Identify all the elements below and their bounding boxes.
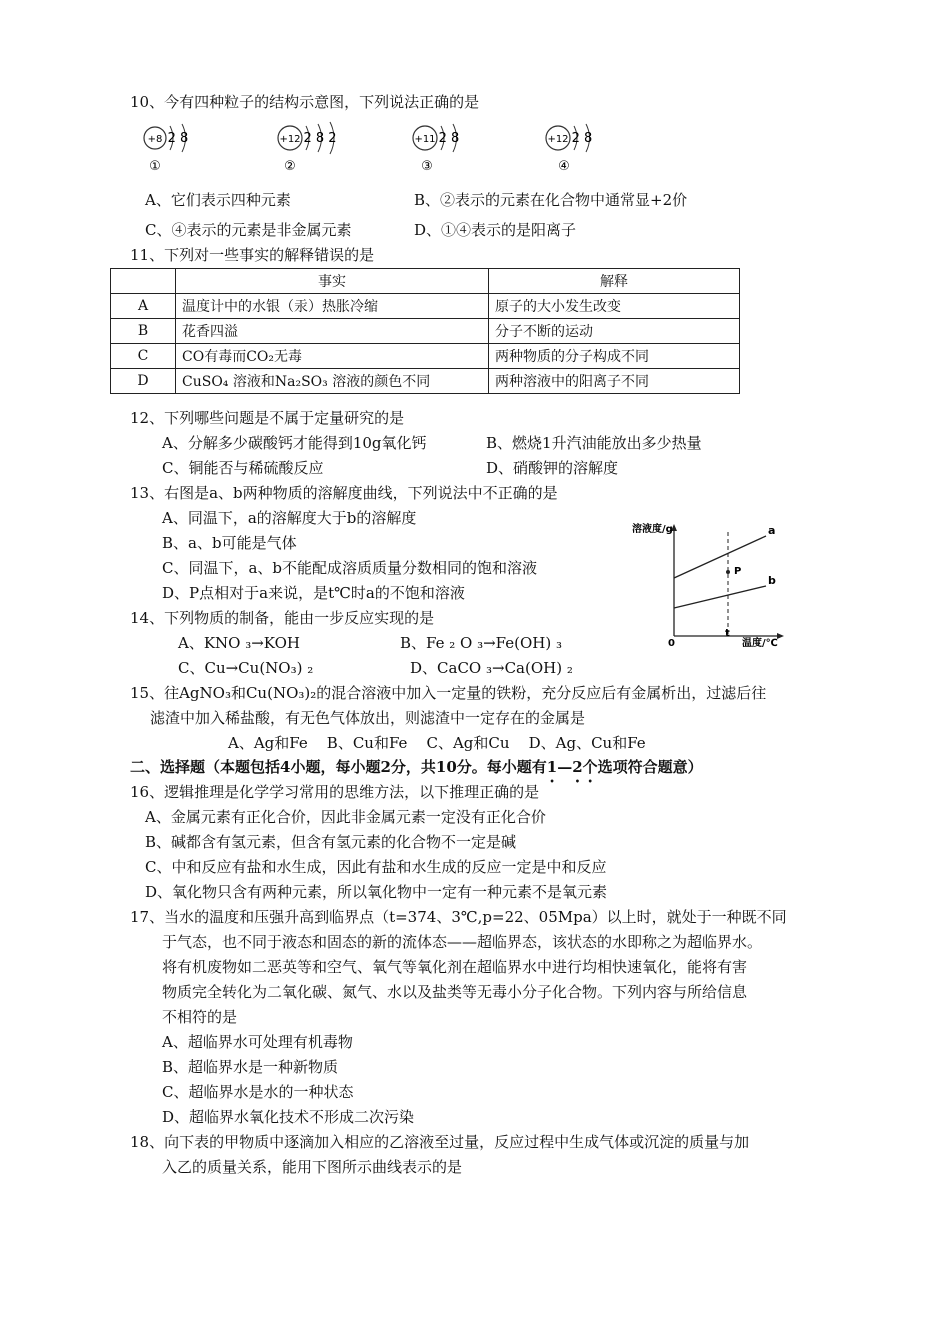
q12-option-a: A、分解多少碳酸钙才能得到10g氧化钙	[162, 434, 427, 452]
q17-line4: 物质完全转化为二氧化碳、氮气、水以及盐类等无毒小分子化合物。下列内容与所给信息	[162, 983, 748, 1001]
q17-option-a: A、超临界水可处理有机毒物	[162, 1033, 353, 1051]
point-p-label: P	[734, 566, 742, 577]
q10-option-a: A、它们表示四种元素	[145, 191, 291, 209]
q12-stem: 12、下列哪些问题是不属于定量研究的是	[130, 409, 405, 427]
q14-option-d: D、CaCO ₃→Ca(OH) ₂	[410, 659, 573, 677]
q10-option-c: C、④表示的元素是非金属元素	[145, 221, 352, 239]
table-cell: 两种物质的分子构成不同	[489, 344, 740, 369]
table-cell: 分子不断的运动	[489, 319, 740, 344]
q15-options: A、Ag和Fe B、Cu和Fe C、Ag和Cu D、Ag、Cu和Fe	[228, 734, 646, 752]
atom-3-label: ③	[421, 159, 433, 174]
q16-option-d: D、氧化物只含有两种元素，所以氧化物中一定有一种元素不是氧元素	[145, 883, 608, 901]
q13-option-d: D、P点相对于a来说，是t℃时a的不饱和溶液	[162, 584, 465, 602]
table-cell: CuSO₄ 溶液和Na₂SO₃ 溶液的颜色不同	[176, 369, 489, 394]
atom-4-shells: 2 8	[571, 131, 593, 146]
table-cell: 两种溶液中的阳离子不同	[489, 369, 740, 394]
graph-origin: 0	[668, 638, 675, 648]
q14-option-c: C、Cu→Cu(NO₃) ₂	[178, 659, 314, 677]
atom-1-shells: 2 8	[167, 131, 189, 146]
q17-line2: 于气态，也不同于液态和固态的新的流体态——超临界态，该状态的水即称之为超临界水。	[162, 933, 763, 951]
table-cell: 原子的大小发生改变	[489, 294, 740, 319]
q14-option-b: B、Fe ₂ O ₃→Fe(OH) ₃	[400, 634, 563, 652]
atom-3-nucleus: +11	[414, 134, 436, 145]
q11-stem: 11、下列对一些事实的解释错误的是	[130, 246, 375, 264]
table-header-cell: 事实	[176, 269, 489, 294]
table-cell: C	[111, 344, 176, 369]
q17-line5: 不相符的是	[162, 1008, 238, 1026]
atom-diagram-3	[405, 118, 485, 176]
graph-ylabel: 溶液度/g	[632, 524, 673, 535]
point-p	[726, 570, 730, 574]
atom-1-nucleus: +8	[147, 134, 163, 145]
q12-option-d: D、硝酸钾的溶解度	[486, 459, 619, 477]
atom-2-label: ②	[284, 159, 296, 174]
q17-option-c: C、超临界水是水的一种状态	[162, 1083, 354, 1101]
q16-option-a: A、金属元素有正化合价，因此非金属元素一定没有正化合价	[145, 808, 546, 826]
q16-option-b: B、碱都含有氢元素，但含有氢元素的化合物不一定是碱	[145, 833, 517, 851]
q16-option-c: C、中和反应有盐和水生成，因此有盐和水生成的反应一定是中和反应	[145, 858, 607, 876]
q17-option-d: D、超临界水氧化技术不形成二次污染	[162, 1108, 415, 1126]
q13-option-b: B、a、b可能是气体	[162, 534, 297, 552]
section2-head: 二、选择题（本题包括4小题，每小题2分，共10分。每小题有	[130, 758, 547, 776]
q17-line1: 17、当水的温度和压强升高到临界点（t=374、3℃,p=22、05Mpa）以上时，就处于一种既不同	[130, 908, 787, 926]
q10-option-b: B、②表示的元素在化合物中通常显+2价	[414, 191, 688, 209]
q10-option-d: D、①④表示的是阳离子	[414, 221, 577, 239]
q15-stem-line1: 15、往AgNO₃和Cu(NO₃)₂的混合溶液中加入一定量的铁粉，充分反应后有金属析出，过滤后往	[130, 684, 767, 702]
atom-diagram-4	[538, 118, 618, 176]
section2-tail: 选项符合题意）	[597, 758, 703, 776]
q17-line3: 将有机废物如二恶英等和空气、氧气等氧化剂在超临界水中进行均相快速氧化，能将有害	[162, 958, 748, 976]
graph-xlabel: 温度/℃	[742, 638, 778, 648]
table-row	[111, 319, 740, 344]
atom-3-shells: 2 8	[438, 131, 460, 146]
table-cell: 花香四溢	[176, 319, 489, 344]
table-row	[111, 344, 740, 369]
q18-line1: 18、向下表的甲物质中逐滴加入相应的乙溶液至过量，反应过程中生成气体或沉淀的质量与加	[130, 1133, 750, 1151]
table-cell: B	[111, 319, 176, 344]
q11-table	[110, 268, 740, 394]
table-header-row	[111, 269, 740, 294]
table-cell: D	[111, 369, 176, 394]
table-row	[111, 369, 740, 394]
q10-stem: 10、今有四种粒子的结构示意图，下列说法正确的是	[130, 93, 480, 111]
table-cell: CO有毒而CO₂无毒	[176, 344, 489, 369]
table-header-cell: 解释	[489, 269, 740, 294]
q12-option-c: C、铜能否与稀硫酸反应	[162, 459, 324, 477]
atom-4-nucleus: +12	[547, 134, 569, 145]
atom-diagram-1	[140, 118, 220, 176]
q14-stem: 14、下列物质的制备，能由一步反应实现的是	[130, 609, 435, 627]
atom-4-label: ④	[558, 159, 570, 174]
q16-stem: 16、逻辑推理是化学学习常用的思维方法，以下推理正确的是	[130, 783, 540, 801]
solubility-graph	[630, 518, 790, 648]
q13-stem: 13、右图是a、b两种物质的溶解度曲线，下列说法中不正确的是	[130, 484, 558, 502]
q13-option-c: C、同温下，a、b不能配成溶质质量分数相同的饱和溶液	[162, 559, 538, 577]
table-cell: 温度计中的水银（汞）热胀冷缩	[176, 294, 489, 319]
atom-2-nucleus: +12	[279, 134, 301, 145]
q12-option-b: B、燃烧1升汽油能放出多少热量	[486, 434, 702, 452]
q18-line2: 入乙的质量关系，能用下图所示曲线表示的是	[162, 1158, 463, 1176]
graph-t-label: t	[725, 628, 730, 639]
curve-a-label: a	[768, 524, 776, 537]
q14-option-a: A、KNO ₃→KOH	[178, 634, 300, 652]
q15-stem-line2: 滤渣中加入稀盐酸，有无色气体放出，则滤渣中一定存在的金属是	[150, 709, 586, 727]
q13-option-a: A、同温下，a的溶解度大于b的溶解度	[162, 509, 417, 527]
curve-a	[674, 536, 766, 578]
atom-1-label: ①	[149, 159, 161, 174]
atom-2-shells: 2 8 2	[303, 131, 337, 146]
section2-emphasis: 1—2个	[546, 758, 598, 776]
curve-b	[674, 586, 766, 608]
table-header-cell	[111, 269, 176, 294]
q17-option-b: B、超临界水是一种新物质	[162, 1058, 339, 1076]
atom-diagram-2	[270, 118, 360, 176]
curve-b-label: b	[768, 574, 776, 587]
table-row	[111, 294, 740, 319]
table-cell: A	[111, 294, 176, 319]
